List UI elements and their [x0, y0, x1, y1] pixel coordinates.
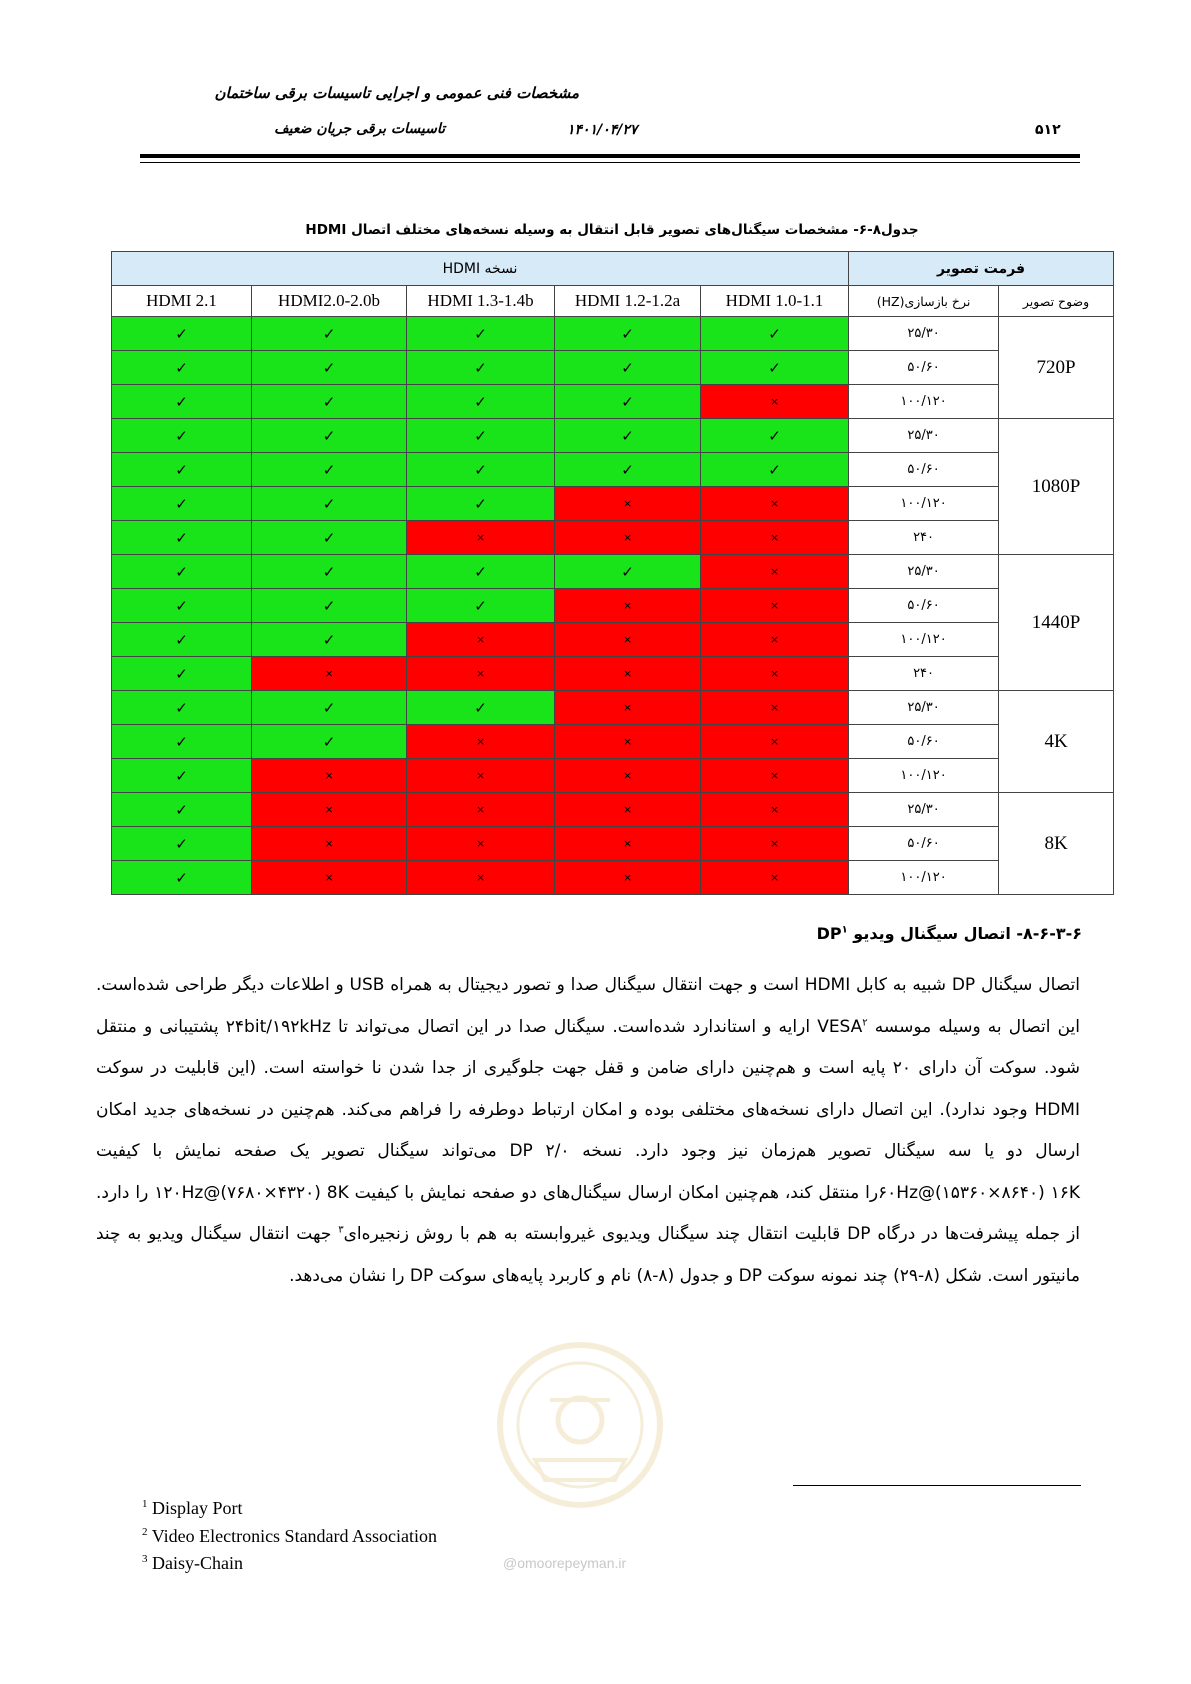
unsupported-cell: × [701, 691, 849, 725]
version-group-header: نسخه HDMI [112, 252, 849, 286]
section-body [96, 965, 1080, 1297]
refresh-rate-cell: ۱۰۰/۱۲۰ [849, 759, 999, 793]
supported-cell: ✓ [407, 589, 555, 623]
supported-cell: ✓ [252, 487, 407, 521]
hdmi-support-table [111, 251, 1114, 895]
supported-cell: ✓ [407, 453, 555, 487]
supported-cell: ✓ [112, 453, 252, 487]
supported-cell: ✓ [112, 351, 252, 385]
unsupported-cell: × [555, 589, 701, 623]
supported-cell: ✓ [701, 419, 849, 453]
unsupported-cell: × [252, 793, 407, 827]
version-header: HDMI 1.0-1.1 [701, 286, 849, 317]
supported-cell: ✓ [252, 385, 407, 419]
footnote [142, 1493, 437, 1521]
table-row [112, 521, 1114, 555]
unsupported-cell: × [701, 759, 849, 793]
table-row [112, 317, 1114, 351]
supported-cell: ✓ [112, 623, 252, 657]
supported-cell: ✓ [407, 487, 555, 521]
unsupported-cell: × [701, 385, 849, 419]
refresh-rate-header: نرخ بازسازی(HZ) [849, 286, 999, 317]
supported-cell: ✓ [407, 419, 555, 453]
supported-cell: ✓ [112, 793, 252, 827]
unsupported-cell: × [701, 521, 849, 555]
unsupported-cell: × [555, 521, 701, 555]
footnote-mark: ۱ [841, 924, 848, 936]
resolution-cell: 1080P [999, 419, 1114, 555]
document-subtitle: تاسیسات برقی جریان ضعیف [274, 121, 445, 137]
supported-cell: ✓ [112, 861, 252, 895]
unsupported-cell: × [407, 521, 555, 555]
unsupported-cell: × [555, 861, 701, 895]
supported-cell: ✓ [112, 419, 252, 453]
table-row [112, 589, 1114, 623]
refresh-rate-cell: ۵۰/۶۰ [849, 725, 999, 759]
supported-cell: ✓ [252, 589, 407, 623]
supported-cell: ✓ [112, 827, 252, 861]
supported-cell: ✓ [407, 555, 555, 589]
footnote-text: Display Port [152, 1498, 243, 1518]
supported-cell: ✓ [112, 487, 252, 521]
supported-cell: ✓ [112, 385, 252, 419]
publisher-seal-icon [495, 1340, 665, 1510]
supported-cell: ✓ [112, 657, 252, 691]
refresh-rate-cell: ۲۵/۳۰ [849, 419, 999, 453]
document-date: ۱۴۰۱/۰۴/۲۷ [567, 122, 638, 138]
document-title: مشخصات فنی عمومی و اجرایی تاسیسات برقی ساختمان [214, 84, 579, 102]
supported-cell: ✓ [252, 419, 407, 453]
supported-cell: ✓ [555, 385, 701, 419]
refresh-rate-cell: ۲۵/۳۰ [849, 555, 999, 589]
supported-cell: ✓ [701, 317, 849, 351]
table-row [112, 759, 1114, 793]
table-caption: جدول۸-۶- مشخصات سیگنال‌های تصویر قابل انتقال به وسیله نسخه‌های مختلف اتصال HDMI [305, 222, 919, 238]
table-row [112, 419, 1114, 453]
version-header: HDMI2.0-2.0b [252, 286, 407, 317]
supported-cell: ✓ [555, 317, 701, 351]
table-row [112, 453, 1114, 487]
table-row [112, 827, 1114, 861]
supported-cell: ✓ [112, 759, 252, 793]
unsupported-cell: × [701, 555, 849, 589]
version-header: HDMI 1.2-1.2a [555, 286, 701, 317]
unsupported-cell: × [407, 657, 555, 691]
unsupported-cell: × [701, 725, 849, 759]
unsupported-cell: × [701, 623, 849, 657]
supported-cell: ✓ [555, 453, 701, 487]
unsupported-cell: × [252, 759, 407, 793]
table-row [112, 487, 1114, 521]
supported-cell: ✓ [112, 725, 252, 759]
refresh-rate-cell: ۱۰۰/۱۲۰ [849, 623, 999, 657]
supported-cell: ✓ [252, 623, 407, 657]
unsupported-cell: × [701, 657, 849, 691]
supported-cell: ✓ [252, 317, 407, 351]
unsupported-cell: × [252, 657, 407, 691]
refresh-rate-cell: ۵۰/۶۰ [849, 351, 999, 385]
refresh-rate-cell: ۵۰/۶۰ [849, 589, 999, 623]
unsupported-cell: × [252, 861, 407, 895]
version-header: HDMI 1.3-1.4b [407, 286, 555, 317]
page-number: ۵۱۲ [1035, 122, 1061, 138]
footnotes [142, 1493, 437, 1576]
unsupported-cell: × [252, 827, 407, 861]
refresh-rate-cell: ۲۵/۳۰ [849, 317, 999, 351]
table-row [112, 657, 1114, 691]
unsupported-cell: × [555, 487, 701, 521]
table-row [112, 691, 1114, 725]
unsupported-cell: × [701, 827, 849, 861]
refresh-rate-cell: ۵۰/۶۰ [849, 453, 999, 487]
version-header: HDMI 2.1 [112, 286, 252, 317]
format-group-header: فرمت تصویر [849, 252, 1114, 286]
supported-cell: ✓ [407, 351, 555, 385]
table-row [112, 725, 1114, 759]
supported-cell: ✓ [252, 555, 407, 589]
supported-cell: ✓ [407, 691, 555, 725]
unsupported-cell: × [701, 861, 849, 895]
header-rule-thick [140, 154, 1080, 158]
paragraph-text: اتصال سیگنال DP شبیه به کابل HDMI است و جهت انتقال سیگنال صدا و تصور دیجیتال به همراه USB و اطلاعات دیگر طراحی شده‌است. این اتصال به وسیله موسسه VESA [96, 975, 1080, 1037]
footnote-rule [793, 1485, 1081, 1486]
footnote [142, 1548, 437, 1576]
unsupported-cell: × [555, 623, 701, 657]
supported-cell: ✓ [252, 725, 407, 759]
table-row [112, 793, 1114, 827]
footnote-number: 3 [142, 1553, 148, 1565]
footnote-number: 1 [142, 1498, 148, 1510]
footnote-mark: ۳ [338, 1224, 344, 1236]
unsupported-cell: × [407, 793, 555, 827]
supported-cell: ✓ [701, 453, 849, 487]
resolution-cell: 4K [999, 691, 1114, 793]
paragraph-text: جهت انتقال سیگنال ویدیو به چند مانیتور است. شکل (۸-۲۹) چند نمونه سوکت DP و جدول (۸-۸) نام و کاربرد پایه‌های سوکت DP را نشان می‌دهد. [96, 1224, 1080, 1286]
supported-cell: ✓ [112, 691, 252, 725]
header-rule-thin [140, 162, 1080, 163]
watermark-url: @omoorepeyman.ir [503, 1555, 627, 1571]
refresh-rate-cell: ۱۰۰/۱۲۰ [849, 385, 999, 419]
supported-cell: ✓ [252, 521, 407, 555]
unsupported-cell: × [407, 759, 555, 793]
unsupported-cell: × [555, 827, 701, 861]
supported-cell: ✓ [555, 555, 701, 589]
refresh-rate-cell: ۱۰۰/۱۲۰ [849, 861, 999, 895]
supported-cell: ✓ [252, 691, 407, 725]
table-row [112, 385, 1114, 419]
supported-cell: ✓ [112, 589, 252, 623]
resolution-header: وضوح تصویر [999, 286, 1114, 317]
supported-cell: ✓ [112, 555, 252, 589]
table-row [112, 555, 1114, 589]
unsupported-cell: × [701, 793, 849, 827]
section-heading-text: ۸-۶-۳-۶- اتصال سیگنال ویدیو DP [816, 924, 1082, 943]
unsupported-cell: × [555, 657, 701, 691]
unsupported-cell: × [407, 623, 555, 657]
refresh-rate-cell: ۲۵/۳۰ [849, 691, 999, 725]
supported-cell: ✓ [407, 317, 555, 351]
supported-cell: ✓ [555, 419, 701, 453]
footnote-number: 2 [142, 1525, 148, 1538]
refresh-rate-cell: ۲۴۰ [849, 521, 999, 555]
refresh-rate-cell: ۲۵/۳۰ [849, 793, 999, 827]
unsupported-cell: × [555, 759, 701, 793]
supported-cell: ✓ [252, 453, 407, 487]
refresh-rate-cell: ۵۰/۶۰ [849, 827, 999, 861]
table-row [112, 623, 1114, 657]
refresh-rate-cell: ۱۰۰/۱۲۰ [849, 487, 999, 521]
resolution-cell: 720P [999, 317, 1114, 419]
unsupported-cell: × [701, 589, 849, 623]
table-row [112, 861, 1114, 895]
table-row [112, 351, 1114, 385]
supported-cell: ✓ [252, 351, 407, 385]
supported-cell: ✓ [555, 351, 701, 385]
resolution-cell: 1440P [999, 555, 1114, 691]
supported-cell: ✓ [701, 351, 849, 385]
supported-cell: ✓ [407, 385, 555, 419]
unsupported-cell: × [407, 827, 555, 861]
unsupported-cell: × [555, 725, 701, 759]
section-heading [817, 924, 1082, 943]
supported-cell: ✓ [112, 521, 252, 555]
unsupported-cell: × [555, 691, 701, 725]
unsupported-cell: × [407, 861, 555, 895]
supported-cell: ✓ [112, 317, 252, 351]
footnote-text: Daisy-Chain [152, 1553, 243, 1573]
unsupported-cell: × [407, 725, 555, 759]
refresh-rate-cell: ۲۴۰ [849, 657, 999, 691]
footnote [142, 1521, 437, 1549]
unsupported-cell: × [555, 793, 701, 827]
resolution-cell: 8K [999, 793, 1114, 895]
unsupported-cell: × [701, 487, 849, 521]
footnote-text: Video Electronics Standard Association [151, 1525, 438, 1546]
footnote-mark: ۲ [862, 1016, 868, 1028]
paragraph-text: ارایه و استاندارد شده‌است. سیگنال صدا در این اتصال می‌تواند تا ۲۴bit/۱۹۲kHz پشتیبانی و منتقل شود. سوکت آن دارای ۲۰ پایه است و هم‌چنین دارای ضامن و قفل جهت جلوگیری از جدا شدن نا خواسته است. (این قابلیت در سوکت HDMI وجود ندارد). این اتصال دارای نسخه‌های مختلفی بوده و امکان ارتباط دوطرفه را فراهم می‌کند. هم‌چنین در نسخه‌های جدید امکان ارسال دو یا سه سیگنال تصویر هم‌زمان نیز وجود دارد. نسخه ۲/۰ DP می‌تواند سیگنال تصویر یک صفحه نمایش با کیفیت ۶۰Hz@(۱۵۳۶۰×۸۶۴۰) ۱۶K‌را منتقل کند، هم‌چنین امکان ارسال سیگنال‌های دو صفحه نمایش با کیفیت ۱۲۰Hz@(۷۶۸۰×۴۳۲۰) 8K را دارد. از جمله پیشرفت‌ها در درگاه DP قابلیت انتقال چند سیگنال ویدیوی غیروابسته به هم با روش زنجیره‌ای [96, 1016, 1081, 1244]
